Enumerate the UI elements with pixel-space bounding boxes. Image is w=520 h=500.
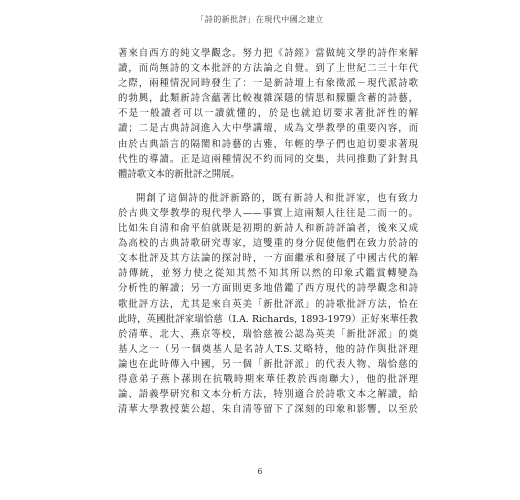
text-line: 此時，英國批評家瑞恰慈（I.A. Richards, 1893-1979）正好來華任教 [118,313,418,325]
text-line: 不是一般讀者可以一讀就懂的，於是也就迫切要求著批評性的解 [118,108,418,120]
text-line: 基人之一（另一個奠基人是名詩人T.S.艾略特，他的詩作與批評理 [118,343,418,355]
text-line: 讀；二是古典詩詞進入大中學講壇，成為文學教學的重要內容，而 [118,123,418,135]
running-header: 「詩的新批評」在現代中國之建立 [196,15,324,24]
text-line: 論、語義學研究和文本分析方法，特別適合於詩歌文本之解讀，給 [118,389,418,401]
text-line: 比如朱自清和俞平伯就既是初期的新詩人和新詩評論者，後來又成 [118,223,418,235]
paragraph-2 [118,191,418,417]
text-line: 由於古典語言的隔閡和詩藝的古雅，年輕的學子們也迫切要求著現 [118,138,418,150]
text-line: 歌批評方法，尤其是來自英美「新批評派」的詩歌批評方法，恰在 [118,298,418,310]
text-line: 論也在此時傳入中國，另一個「新批評派」的代表人物、瑞恰慈的 [118,358,418,370]
text-line: 體詩歌文本的新批評之開展。 [118,168,240,180]
text-line: 著來自西方的純文學觀念。努力把《詩經》當做純文學的詩作來解 [118,48,418,59]
paragraph-gap [118,182,418,191]
text-line: 文本批評及其方法論的探討時，一方面繼承和發展了中國古代的解 [118,253,418,265]
text-line: 的勃興，此類新詩含蘊著比較複雜深隱的情思和朦朧含蓄的詩藝， [118,93,418,105]
text-line: 於古典文學教學的現代學人——事實上這兩類人往往是二而一的。 [118,207,418,219]
text-line: 得意弟子燕卜蓀則在抗戰時期來華任教於西南聯大），他的批評理 [118,373,418,385]
text-line: 詩傳統，並努力使之從知其然不知其所以然的印象式鑑賞轉變為 [118,268,418,280]
page-number: 6 [257,467,263,476]
text-line: 分析性的解讀；另一方面則更多地借鑑了西方現代的詩學觀念和詩 [118,283,418,295]
text-line: 之際，兩種情況同時發生了：一是新詩壇上有象徵派－現代派詩歌 [118,78,418,90]
text-line: 開創了這個詩的批評新路的，既有新詩人和批評家，也有致力 [136,192,418,204]
body-text [118,46,418,417]
text-line: 讀，而尚無詩的文本批評的方法論之自覺。到了上世紀二三十年代 [118,63,418,75]
text-line: 為高校的古典詩歌研究專家，這雙重的身分促使他們在致力於詩的 [118,238,418,250]
text-line: 於清華、北大、燕京等校，瑞恰慈被公認為英美「新批評派」的奠 [118,328,418,340]
paragraph-1 [118,46,418,182]
text-line: 代性的導讀。正是這兩種情況不約而同的交集，共同推動了針對具 [118,153,418,165]
text-line: 清華大學教授葉公超、朱自清等留下了深刻的印象和影響，以至於 [118,404,418,416]
